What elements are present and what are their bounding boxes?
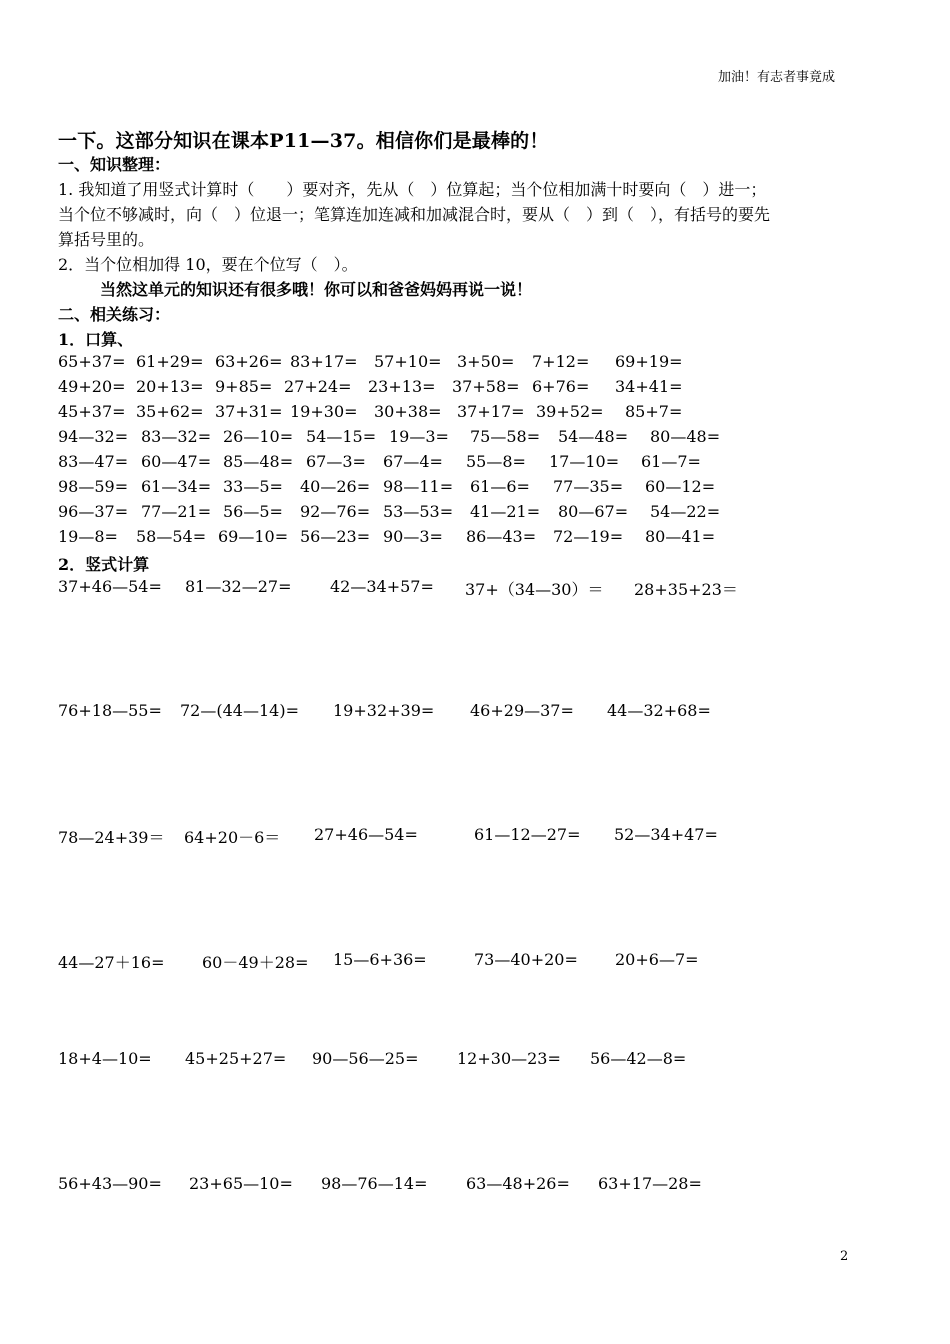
- problem: 63+17—28=: [598, 1174, 702, 1193]
- problem: 28+35+23＝: [634, 580, 738, 599]
- problem: 67—4=: [383, 452, 443, 471]
- section-heading-knowledge: 一、知识整理：: [58, 155, 171, 174]
- section-heading-practice: 二、相关练习：: [58, 305, 171, 324]
- problem: 44—27＋16=: [58, 953, 165, 972]
- problem: 19+30=: [290, 402, 358, 421]
- oral-calc-heading: 1．口算、: [58, 330, 134, 349]
- problem: 58—54=: [136, 527, 207, 546]
- problem: 96—37=: [58, 502, 129, 521]
- problem: 86—43=: [466, 527, 537, 546]
- problem: 27+24=: [284, 377, 352, 396]
- problem: 61—7=: [641, 452, 701, 471]
- problem: 45+25+27=: [185, 1049, 287, 1068]
- problem: 49+20=: [58, 377, 126, 396]
- problem: 65+37=: [58, 352, 126, 371]
- problem: 61—6=: [470, 477, 530, 496]
- problem: 37+（34—30）＝: [465, 580, 604, 599]
- problem: 44—32+68=: [607, 701, 711, 720]
- problem: 53—53=: [383, 502, 454, 521]
- problem: 90—3=: [383, 527, 443, 546]
- problem: 60—47=: [141, 452, 212, 471]
- problem: 98—59=: [58, 477, 129, 496]
- problem: 81—32—27=: [185, 577, 292, 596]
- problem: 19—3=: [389, 427, 449, 446]
- problem: 60—12=: [645, 477, 716, 496]
- problem: 6+76=: [532, 377, 590, 396]
- page-number: 2: [840, 1249, 849, 1264]
- problem: 77—35=: [553, 477, 624, 496]
- problem: 98—11=: [383, 477, 454, 496]
- problem: 83+17=: [290, 352, 358, 371]
- problem: 77—21=: [141, 502, 212, 521]
- problem: 46+29—37=: [470, 701, 574, 720]
- problem: 56+43—90=: [58, 1174, 162, 1193]
- problem: 69+19=: [615, 352, 683, 371]
- problem: 9+85=: [215, 377, 273, 396]
- problem: 78—24+39＝: [58, 828, 165, 847]
- problem: 42—34+57=: [330, 577, 434, 596]
- problem: 64+20－6＝: [184, 828, 281, 847]
- problem: 33—5=: [223, 477, 283, 496]
- problem: 75—58=: [470, 427, 541, 446]
- problem: 63—48+26=: [466, 1174, 570, 1193]
- problem: 98—76—14=: [321, 1174, 428, 1193]
- problem: 45+37=: [58, 402, 126, 421]
- problem: 56—42—8=: [590, 1049, 687, 1068]
- problem: 73—40+20=: [474, 950, 578, 969]
- problem: 20+13=: [136, 377, 204, 396]
- problem: 80—48=: [650, 427, 721, 446]
- knowledge-line-3: 算括号里的。: [58, 230, 155, 249]
- problem: 57+10=: [374, 352, 442, 371]
- problem: 61—12—27=: [474, 825, 581, 844]
- problem: 19+32+39=: [333, 701, 435, 720]
- encouragement-note: 当然这单元的知识还有很多哦！你可以和爸爸妈妈再说一说！: [100, 280, 533, 299]
- problem: 85—48=: [223, 452, 294, 471]
- problem: 67—3=: [306, 452, 366, 471]
- problem: 61—34=: [141, 477, 212, 496]
- problem: 52—34+47=: [614, 825, 718, 844]
- problem: 26—10=: [223, 427, 294, 446]
- problem: 80—41=: [645, 527, 716, 546]
- problem: 23+65—10=: [189, 1174, 293, 1193]
- problem: 12+30—23=: [457, 1049, 561, 1068]
- problem: 35+62=: [136, 402, 204, 421]
- problem: 30+38=: [374, 402, 442, 421]
- problem: 20+6—7=: [615, 950, 699, 969]
- problem: 55—8=: [466, 452, 526, 471]
- knowledge-line-1: 1. 我知道了用竖式计算时（ ）要对齐，先从（ ）位算起；当个位相加满十时要向（ ）进一；: [58, 180, 767, 199]
- problem: 83—32=: [141, 427, 212, 446]
- problem: 37+17=: [457, 402, 525, 421]
- problem: 39+52=: [536, 402, 604, 421]
- problem: 19—8=: [58, 527, 118, 546]
- knowledge-line-4: 2．当个位相加得 10，要在个位写（ ）。: [58, 255, 358, 274]
- problem: 54—15=: [306, 427, 377, 446]
- problem: 7+12=: [532, 352, 590, 371]
- problem: 76+18—55=: [58, 701, 162, 720]
- problem: 90—56—25=: [312, 1049, 419, 1068]
- problem: 15—6+36=: [333, 950, 427, 969]
- problem: 92—76=: [300, 502, 371, 521]
- knowledge-line-2: 当个位不够减时，向（ ）位退一；笔算连加连减和加减混合时，要从（ ）到（ ），有括号的要先: [58, 205, 771, 224]
- vertical-calc-heading: 2．竖式计算: [58, 555, 150, 574]
- problem: 18+4—10=: [58, 1049, 152, 1068]
- page-title: 一下。这部分知识在课本P11—37。相信你们是最棒的！: [58, 130, 549, 152]
- problem: 63+26=: [215, 352, 283, 371]
- problem: 34+41=: [615, 377, 683, 396]
- problem: 23+13=: [368, 377, 436, 396]
- problem: 72—19=: [553, 527, 624, 546]
- problem: 37+31=: [215, 402, 283, 421]
- problem: 41—21=: [470, 502, 541, 521]
- problem: 54—48=: [558, 427, 629, 446]
- problem: 37+46—54=: [58, 577, 162, 596]
- problem: 54—22=: [650, 502, 721, 521]
- page-header: 加油！有志者事竟成: [718, 70, 836, 85]
- problem: 85+7=: [625, 402, 683, 421]
- problem: 83—47=: [58, 452, 129, 471]
- problem: 94—32=: [58, 427, 129, 446]
- problem: 3+50=: [457, 352, 515, 371]
- problem: 56—5=: [223, 502, 283, 521]
- problem: 27+46—54=: [314, 825, 418, 844]
- problem: 72—(44—14)=: [180, 701, 299, 720]
- problem: 17—10=: [549, 452, 620, 471]
- problem: 69—10=: [218, 527, 289, 546]
- problem: 80—67=: [558, 502, 629, 521]
- problem: 61+29=: [136, 352, 204, 371]
- problem: 60－49＋28=: [202, 953, 309, 972]
- problem: 56—23=: [300, 527, 371, 546]
- problem: 40—26=: [300, 477, 371, 496]
- problem: 37+58=: [452, 377, 520, 396]
